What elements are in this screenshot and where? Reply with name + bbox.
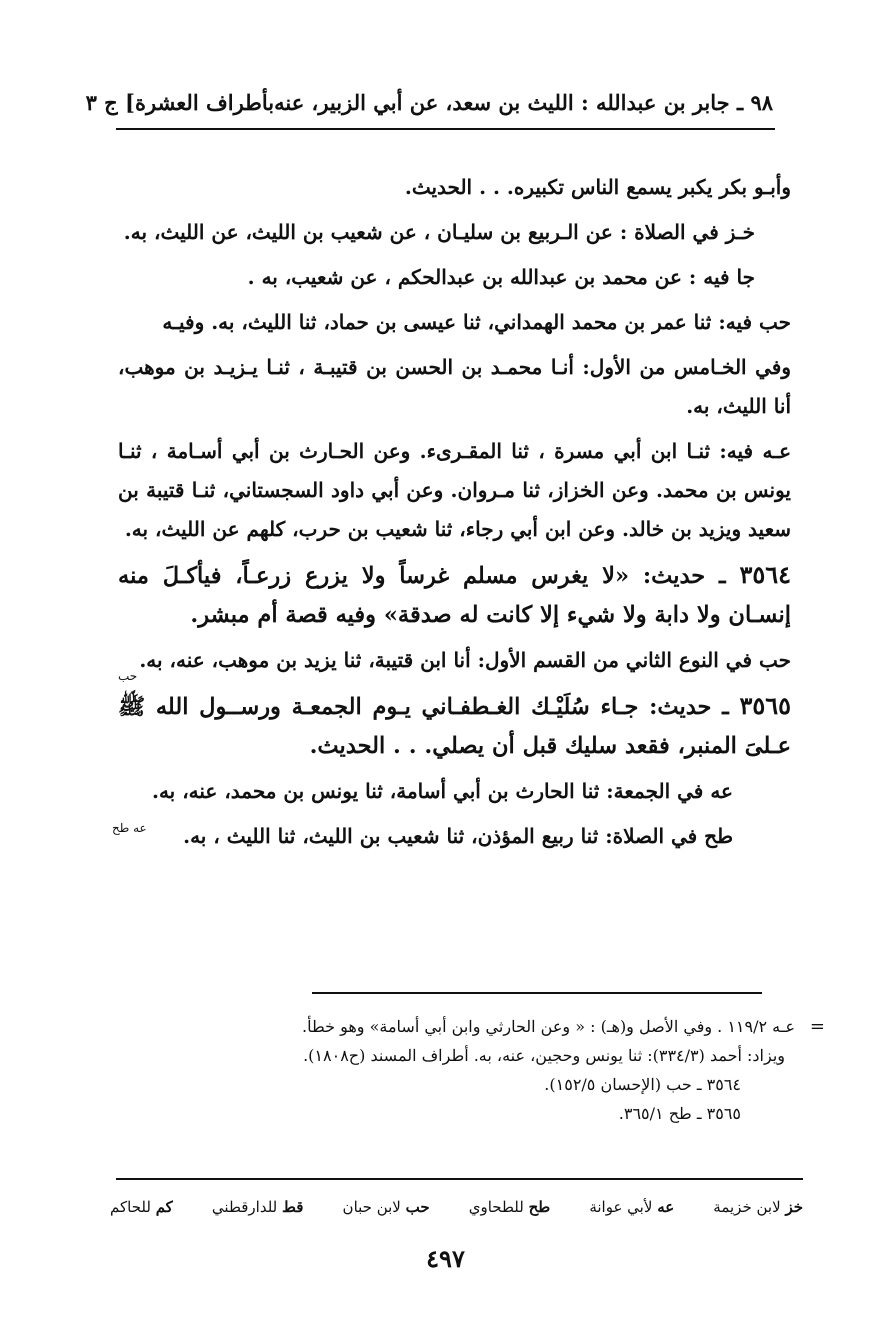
hadith-text: ـ حديث: «لا يغرس مسلم غرساً ولا يزرع زرعـاً، فيأكـلَ منه إنسـان ولا دابة ولا شيء إلا كانت له صدقة» وفيه قصة أم مبشر. [118, 563, 791, 628]
footnote-line: ٣٥٦٤ ـ حب (الإحسان ١٥٢/٥). [544, 1075, 741, 1094]
header-rule [116, 128, 775, 130]
page-number: ٤٩٧ [426, 1244, 465, 1273]
hadith-number: ٣٥٦٥ [739, 691, 791, 720]
margin-siglum: عه طح [112, 821, 147, 835]
footnote-rule [312, 992, 762, 994]
legend-rule [116, 1178, 803, 1180]
legend-item: قط للدارقطني [211, 1198, 304, 1216]
header-chapter-title: ٩٨ ـ جابر بن عبدالله : الليث بن سعد، عن أبي الزبير، عنه [274, 89, 773, 115]
paragraph: حب فيه: ثنا عمر بن محمد الهمداني، ثنا عيسى بن حماد، ثنا الليث، به. وفيـه [162, 310, 791, 334]
margin-siglum: حب [118, 669, 138, 683]
paragraph: وفي الخـامس من الأول: أنـا محمـد بن الحسن بن قتيبـة ، ثنـا يـزيـد بن موهب، أنا الليث، به. [118, 355, 791, 418]
paragraph: خـز في الصلاة : عن الـربيع بن سليـان ، عن شعيب بن الليث، عن الليث، به. [123, 220, 755, 244]
footnote-continuation-marker: = [809, 1016, 825, 1037]
footnote-line: ٣٥٦٥ ـ طح ٣٦٥/١. [618, 1104, 741, 1123]
legend-item: حب لابن حبان [342, 1198, 430, 1216]
header-volume: بأطراف العشرة] ج ٣ [85, 89, 275, 115]
main-text [118, 168, 791, 856]
legend-item: خز لابن خزيمة [713, 1198, 803, 1216]
paragraph: عـه فيه: ثنـا ابن أبي مسرة ، ثنا المقـرىء. وعن الحـارث بن أبي أسـامة ، ثنـا يونس بن محمد. وعن الخزاز، ثنا مـروان. وعن أبي داود السجستاني، ثنـا قتيبة بن سعيد ويزيد بن خالد. وعن ابن أبي رجاء، ثنا شعيب بن حرب، كلهم عن الليث، به. [118, 439, 791, 541]
legend-item: عه لأبي عوانة [589, 1198, 675, 1216]
footnote-line: عـه ١١٩/٢ . وفي الأصل و(هـ) : « وعن الحارثي وابن أبي أسامة» وهو خطأ. [302, 1017, 795, 1036]
paragraph: جا فيه : عن محمد بن عبدالله بن عبدالحكم ، عن شعيب، به . [247, 265, 755, 289]
hadith-source: طح في الصلاة: ثنا ربيع المؤذن، ثنا شعيب بن الليث، ثنا الليث ، به. [183, 824, 733, 848]
hadith-source: عه في الجمعة: ثنا الحارث بن أبي أسامة، ثنا يونس بن محمد، عنه، به. [152, 779, 733, 803]
hadith-number: ٣٥٦٤ [739, 560, 791, 589]
footnotes [140, 1012, 825, 1128]
hadith-3564 [118, 555, 791, 635]
abbreviation-legend [110, 1194, 803, 1220]
hadith-3565 [118, 686, 791, 766]
footnote-line: ويزاد: أحمد (٣٣٤/٣): ثنا يونس وحجين، عنه، به. أطراف المسند (ح١٨٠٨). [303, 1046, 785, 1065]
hadith-text: ـ حديث: جـاء سُلَيْـك الغـطفـاني يـوم الجمعـة ورســول الله ﷺ عـلىَ المنبر، فقعد سليك قبل أن يصلي. . . الحديث. [118, 694, 791, 759]
legend-item: طح للطحاوي [468, 1198, 551, 1216]
running-header [85, 82, 773, 122]
hadith-source: حب في النوع الثاني من القسم الأول: أنا ابن قتيبة، ثنا يزيد بن موهب، عنه، به. [139, 648, 791, 672]
legend-item: كم للحاكم [110, 1198, 173, 1216]
paragraph: وأبـو بكر يكبر يسمع الناس تكبيره. . . الحديث. [404, 175, 791, 199]
